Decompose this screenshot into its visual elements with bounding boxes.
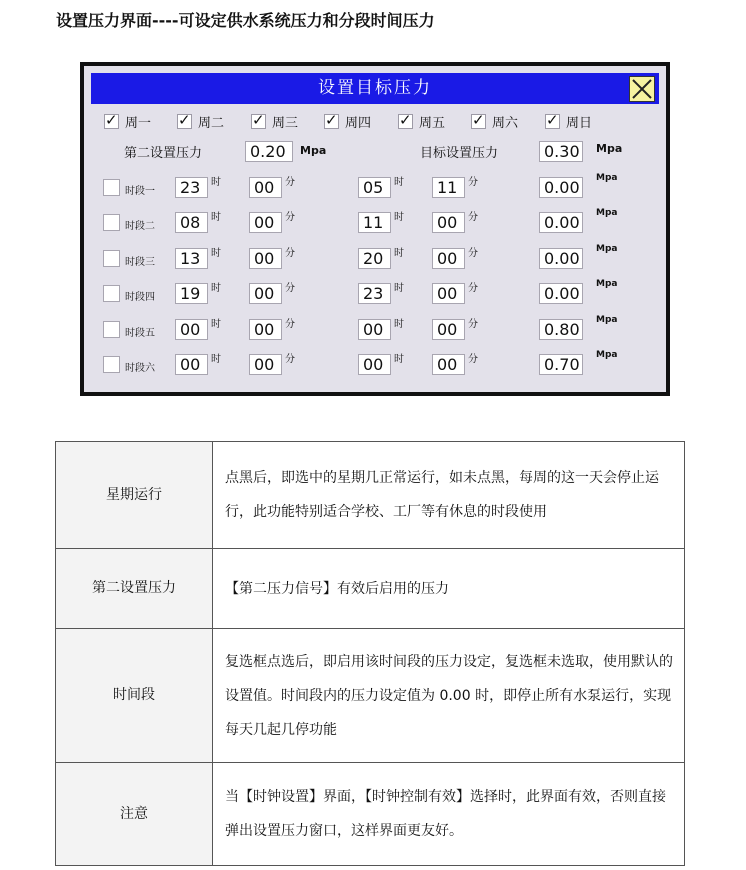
segment-checkbox[interactable] <box>103 179 120 196</box>
unit-minute: 分 <box>285 319 295 330</box>
segment-pressure-input[interactable]: 0.00 <box>539 177 583 198</box>
segment-label: 时段五 <box>125 328 155 339</box>
unit-minute: 分 <box>468 354 478 365</box>
unit-hour: 时 <box>394 283 404 294</box>
day-checkbox[interactable] <box>104 110 119 129</box>
segment-checkbox[interactable] <box>103 321 120 338</box>
start-hour-input[interactable]: 13 <box>175 248 208 269</box>
table-key: 时间段 <box>56 629 213 763</box>
unit-minute: 分 <box>468 177 478 188</box>
start-minute-input[interactable]: 00 <box>249 212 282 233</box>
day-label: 周日 <box>566 115 593 131</box>
start-minute-input[interactable]: 00 <box>249 248 282 269</box>
segment-checkbox[interactable] <box>103 285 120 302</box>
unit-hour: 时 <box>211 283 221 294</box>
end-minute-input[interactable]: 00 <box>432 212 465 233</box>
end-hour-input[interactable]: 00 <box>358 354 391 375</box>
start-hour-input[interactable]: 23 <box>175 177 208 198</box>
end-hour-input[interactable]: 05 <box>358 177 391 198</box>
segment-pressure-input[interactable]: 0.00 <box>539 248 583 269</box>
end-hour-input[interactable]: 20 <box>358 248 391 269</box>
table-key: 注意 <box>56 763 213 866</box>
day-checkbox[interactable] <box>177 110 192 129</box>
table-value: 当【时钟设置】界面，【时钟控制有效】选择时，此界面有效，否则直接弹出设置压力窗口，这样界面更友好。 <box>213 763 685 866</box>
day-thursday[interactable] <box>324 110 371 132</box>
day-saturday[interactable] <box>471 110 518 132</box>
end-minute-input[interactable]: 00 <box>432 248 465 269</box>
unit-hour: 时 <box>394 177 404 188</box>
target-pressure-input[interactable]: 0.30 <box>539 141 583 162</box>
table-key: 第二设置压力 <box>56 549 213 629</box>
unit-minute: 分 <box>285 248 295 259</box>
unit-mpa: Mpa <box>596 279 618 289</box>
unit-hour: 时 <box>211 319 221 330</box>
check-icon: ✓ <box>178 110 191 129</box>
unit-mpa: Mpa <box>596 142 623 155</box>
day-monday[interactable] <box>104 110 151 132</box>
segment-label: 时段四 <box>125 292 155 303</box>
segment-checkbox[interactable] <box>103 356 120 373</box>
segment-checkbox[interactable] <box>103 214 120 231</box>
day-checkbox[interactable] <box>545 110 560 129</box>
unit-mpa: Mpa <box>596 173 618 183</box>
unit-hour: 时 <box>211 212 221 223</box>
day-checkbox[interactable] <box>398 110 413 129</box>
unit-hour: 时 <box>394 212 404 223</box>
unit-minute: 分 <box>468 319 478 330</box>
segment-label: 时段一 <box>125 186 155 197</box>
unit-hour: 时 <box>211 177 221 188</box>
check-icon: ✓ <box>325 110 338 129</box>
check-icon: ✓ <box>399 110 412 129</box>
panel-title: 设置目标压力 <box>318 78 432 98</box>
day-label: 周六 <box>492 115 519 131</box>
day-label: 周三 <box>272 115 299 131</box>
unit-mpa: Mpa <box>596 244 618 254</box>
second-pressure-label: 第二设置压力 <box>124 146 203 161</box>
end-hour-input[interactable]: 11 <box>358 212 391 233</box>
day-wednesday[interactable] <box>251 110 298 132</box>
end-minute-input[interactable]: 11 <box>432 177 465 198</box>
check-icon: ✓ <box>472 110 485 129</box>
segment-pressure-input[interactable]: 0.80 <box>539 319 583 340</box>
end-hour-input[interactable]: 00 <box>358 319 391 340</box>
panel-titlebar <box>91 73 659 104</box>
unit-minute: 分 <box>285 354 295 365</box>
day-label: 周五 <box>419 115 446 131</box>
close-icon <box>631 78 653 100</box>
description-table <box>55 441 685 866</box>
start-hour-input[interactable]: 08 <box>175 212 208 233</box>
unit-hour: 时 <box>211 248 221 259</box>
start-hour-input[interactable]: 19 <box>175 283 208 304</box>
start-minute-input[interactable]: 00 <box>249 177 282 198</box>
table-row <box>56 629 685 763</box>
start-minute-input[interactable]: 00 <box>249 283 282 304</box>
segment-pressure-input[interactable]: 0.00 <box>539 283 583 304</box>
segment-label: 时段二 <box>125 221 155 232</box>
table-value: 点黑后，即选中的星期几正常运行，如未点黑，每周的这一天会停止运行，此功能特别适合学校、工厂等有休息的时段使用 <box>213 442 685 549</box>
day-label: 周四 <box>345 115 372 131</box>
unit-minute: 分 <box>468 283 478 294</box>
start-hour-input[interactable]: 00 <box>175 354 208 375</box>
day-label: 周二 <box>198 115 225 131</box>
segment-label: 时段六 <box>125 363 155 374</box>
unit-hour: 时 <box>394 248 404 259</box>
second-pressure-input[interactable]: 0.20 <box>245 141 293 162</box>
set-pressure-panel <box>80 62 670 396</box>
day-sunday[interactable] <box>545 110 592 132</box>
unit-minute: 分 <box>285 283 295 294</box>
table-row <box>56 442 685 549</box>
day-tuesday[interactable] <box>177 110 224 132</box>
unit-mpa: Mpa <box>596 350 618 360</box>
segment-label: 时段三 <box>125 257 155 268</box>
end-hour-input[interactable]: 23 <box>358 283 391 304</box>
unit-hour: 时 <box>394 354 404 365</box>
table-key: 星期运行 <box>56 442 213 549</box>
check-icon: ✓ <box>546 110 559 129</box>
start-hour-input[interactable]: 00 <box>175 319 208 340</box>
target-pressure-label: 目标设置压力 <box>420 146 499 161</box>
check-icon: ✓ <box>105 110 118 129</box>
unit-mpa: Mpa <box>300 144 327 157</box>
document-title: 设置压力界面----可设定供水系统压力和分段时间压力 <box>56 11 435 30</box>
unit-mpa: Mpa <box>596 315 618 325</box>
unit-minute: 分 <box>285 177 295 188</box>
start-minute-input[interactable]: 00 <box>249 319 282 340</box>
table-value: 复选框点选后，即启用该时间段的压力设定，复选框未选取，使用默认的设置值。时间段内的压力设定值为 0.00 时，即停止所有水泵运行，实现每天几起几停功能 <box>213 629 685 763</box>
start-minute-input[interactable]: 00 <box>249 354 282 375</box>
table-value: 【第二压力信号】有效后启用的压力 <box>213 549 685 629</box>
day-checkbox[interactable] <box>324 110 339 129</box>
unit-hour: 时 <box>394 319 404 330</box>
segment-pressure-input[interactable]: 0.00 <box>539 212 583 233</box>
day-friday[interactable] <box>398 110 445 132</box>
table-row <box>56 763 685 866</box>
unit-mpa: Mpa <box>596 208 618 218</box>
day-checkbox[interactable] <box>471 110 486 129</box>
day-checkbox[interactable] <box>251 110 266 129</box>
weekday-row <box>104 110 664 132</box>
end-minute-input[interactable]: 00 <box>432 354 465 375</box>
unit-minute: 分 <box>285 212 295 223</box>
check-icon: ✓ <box>252 110 265 129</box>
day-label: 周一 <box>125 115 152 131</box>
segment-checkbox[interactable] <box>103 250 120 267</box>
unit-hour: 时 <box>211 354 221 365</box>
segment-pressure-input[interactable]: 0.70 <box>539 354 583 375</box>
close-button[interactable] <box>629 76 655 102</box>
end-minute-input[interactable]: 00 <box>432 283 465 304</box>
end-minute-input[interactable]: 00 <box>432 319 465 340</box>
unit-minute: 分 <box>468 248 478 259</box>
table-row <box>56 549 685 629</box>
unit-minute: 分 <box>468 212 478 223</box>
